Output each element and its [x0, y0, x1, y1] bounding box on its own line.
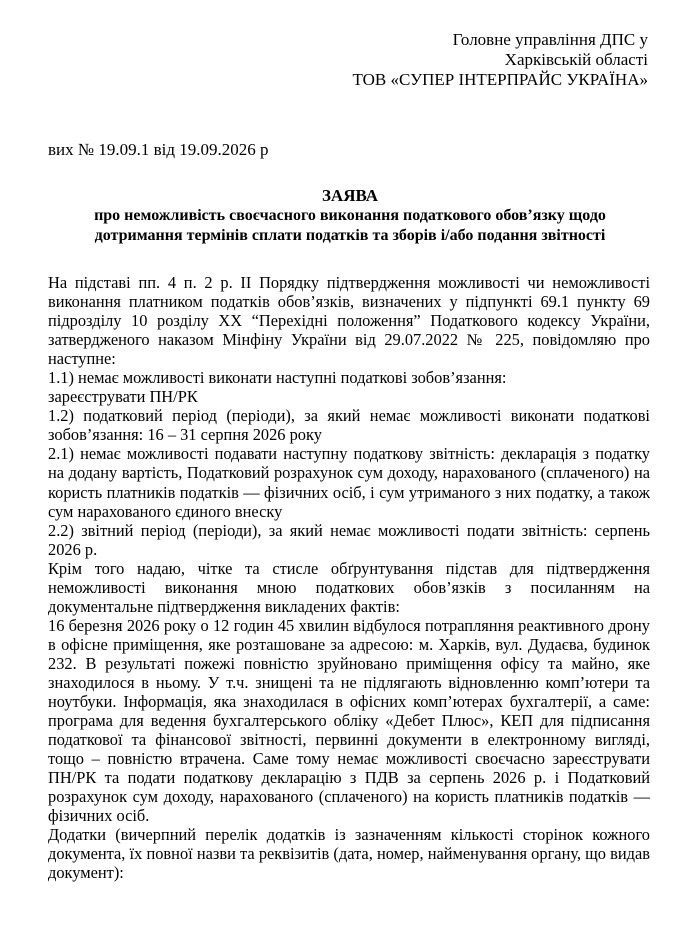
item-2-2: 2.2) звітний період (періоди), за який немає можливості подати звітність: серпень 2026 р. [48, 520, 650, 559]
document-title: ЗАЯВА [321, 186, 379, 205]
intro-paragraph: На підставі пп. 4 п. 2 р. ІІ Порядку підтвердження можливості чи неможливості виконання платником податків обов’язків, визначених у підпункті 69.1 пункту 69 підрозділу 10 розділу XX “Перехідні положення” Податкового кодексу України, затвердженого наказом Мінфіну України від 29.07.2022 № 225, повідомляю про наступне: [48, 273, 650, 369]
document-body [48, 273, 650, 883]
outgoing-number: вих № 19.09.1 від 19.09.2026 р [48, 140, 269, 159]
addressee-region: Харківській області [504, 50, 648, 69]
item-2-1: 2.1) немає можливості подавати наступну податкову звітність: декларація з податку на додану вартість, Податковий розрахунок сум доходу, нарахованого (сплаченого) на користь платників податків — фізичних осіб, і сум утриманого з них податку, а також сум нарахованого єдиного внеску [48, 444, 650, 521]
document-heading [40, 186, 660, 246]
justification-paragraph: 16 березня 2026 року о 12 годин 45 хвилин відбулося потрапляння реактивного дрону в офісне приміщення, яке розташоване за адресою: м. Харків, вул. Дудаєва, будинок 232. В результаті пожежі повністю зруйновано приміщення офісу та майно, яке знаходилося в ньому. У т.ч. знищені та не підлягають відновленню комп’ютери та ноутбуки. Інформація, яка знаходилася в офісних комп’ютерах бухгалтерії, а саме: програма для ведення бухгалтерського обліку «Дебет Плюс», КЕП для підписання податкової та фінансової звітності, первинні документи в електронному вигляді, тощо – повністю втрачена. Саме тому немає можливості своєчасно зареєструвати ПН/РК та подати податкову декларацію з ПДВ за серпень 2026 р. і Податковий розрахунок сум доходу, нарахованого (сплаченого) на користь платників податків — фізичних осіб. [48, 615, 650, 826]
attachments-paragraph: Додатки (вичерпний перелік додатків із зазначенням кількості сторінок кожного документа, їх повної назви та реквізитів (дата, номер, найменування органу, що видав документ): [48, 825, 650, 883]
addressee-authority: Головне управління ДПС у [452, 30, 648, 49]
justification-intro: Крім того надаю, чітке та стисле обґрунтування підстав для підтвердження неможливості виконання мною податкових обов’язків з посиланням на документальне підтвердження викладених фактів: [48, 558, 650, 616]
sender-company: ТОВ «СУПЕР ІНТЕРПРАЙС УКРАЇНА» [352, 70, 648, 89]
document-subtitle-line-1: про неможливість своєчасного виконання податкового обов’язку щодо [94, 207, 606, 224]
addressee-block [352, 30, 648, 90]
document-subtitle-line-2: дотримання термінів сплати податків та зборів і/або подання звітності [94, 227, 606, 244]
item-1-1: 1.1) немає можливості виконати наступні податкові зобов’язання: [48, 368, 507, 388]
item-1-1-value: зареєструвати ПН/РК [48, 387, 198, 407]
item-1-2: 1.2) податковий період (періоди), за який немає можливості виконати податкові зобов’язання: 16 – 31 серпня 2026 року [48, 406, 650, 445]
